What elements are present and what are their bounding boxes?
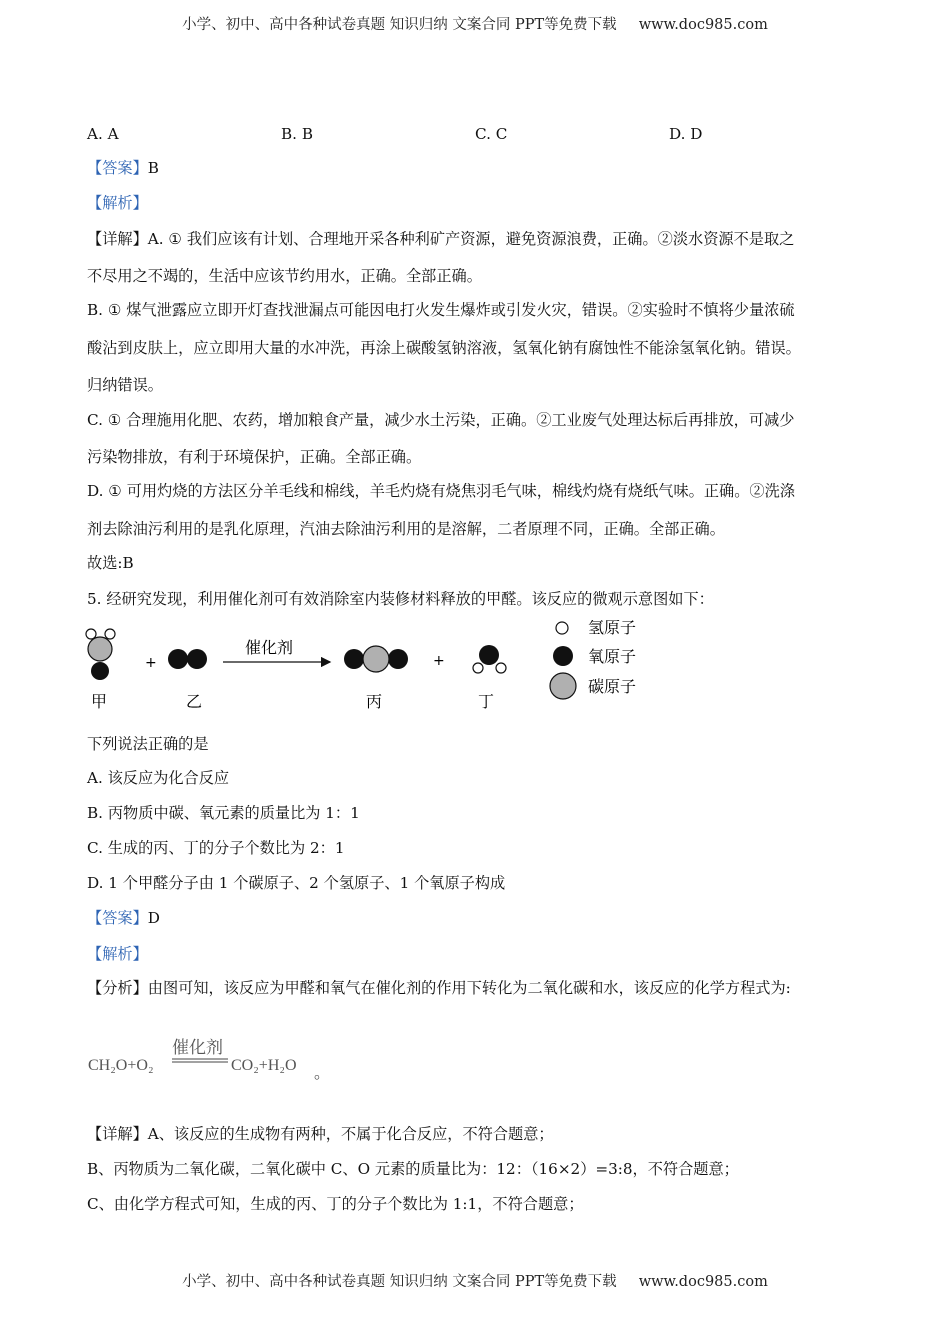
- analysis-text: 由图可知，该反应为甲醛和氧气在催化剂的作用下转化为二氧化碳和水，该反应的化学方程式为:: [147, 979, 791, 997]
- header-site-link[interactable]: www.doc985.com: [638, 17, 768, 33]
- footer-site-link[interactable]: www.doc985.com: [638, 1274, 768, 1290]
- q5-analysis-tag: 【解析】: [87, 945, 148, 963]
- q4-option-c: C. C: [475, 125, 508, 143]
- q5-option-b: B. 丙物质中碳、氧元素的质量比为 1：1: [87, 804, 360, 822]
- q4-detail-line: B. ① 煤气泄露应立即开灯查找泄漏点可能因电打火发生爆炸或引发火灾，错误。②实验时不慎将少量浓硫: [87, 301, 795, 319]
- molecule-ding: [473, 645, 506, 673]
- q5-option-c: C. 生成的丙、丁的分子个数比为 2：1: [87, 839, 345, 857]
- label-bing: 丙: [366, 692, 383, 711]
- answer-value: D: [147, 909, 160, 927]
- hydrogen-atom: [496, 663, 506, 673]
- page-footer: [0, 1270, 950, 1291]
- equation-rhs: CO₂+H₂O: [231, 1057, 297, 1074]
- carbon-atom: [88, 637, 112, 661]
- equation-end: 。: [314, 1063, 331, 1082]
- q5-detail: C、由化学方程式可知，生成的丙、丁的分子个数比为 1:1，不符合题意；: [87, 1195, 584, 1213]
- q4-detail-line: C. ① 合理施用化肥、农药，增加粮食产量，减少水土污染，正确。②工业废气处理达标后再排放，可减少: [87, 411, 795, 429]
- q4-detail-line: 剂去除油污利用的是乳化原理，汽油去除油污利用的是溶解，二者原理不同，正确。全部正确。: [87, 520, 725, 538]
- oxygen-atom: [388, 649, 408, 669]
- label-yi: 乙: [186, 692, 203, 711]
- oxygen-atom: [168, 649, 188, 669]
- molecule-yi: [168, 649, 207, 669]
- legend-oxygen-icon: [553, 646, 573, 666]
- oxygen-atom: [187, 649, 207, 669]
- footer-text: 小学、初中、高中各种试卷真题 知识归纳 文案合同 PPT等免费下载: [182, 1274, 617, 1290]
- header-text: 小学、初中、高中各种试卷真题 知识归纳 文案合同 PPT等免费下载: [182, 17, 617, 33]
- carbon-atom: [363, 646, 389, 672]
- q4-answer: [87, 158, 159, 178]
- q5-stem: 5. 经研究发现，利用催化剂可有效消除室内装修材料释放的甲醛。该反应的微观示意图如下：: [87, 590, 714, 608]
- legend-carbon-icon: [550, 673, 576, 699]
- hydrogen-atom: [473, 663, 483, 673]
- hydrogen-atom: [105, 629, 115, 639]
- legend-oxygen-label: 氧原子: [588, 647, 637, 666]
- reaction-diagram: [80, 620, 680, 720]
- q4-detail-line: 酸沾到皮肤上，应立即用大量的水冲洗，再涂上碳酸氢钠溶液，氢氧化钠有腐蚀性不能涂氢氧化钠。错误。: [87, 339, 801, 357]
- answer-value: B: [147, 159, 159, 177]
- detail-tag: 【详解】: [87, 230, 148, 248]
- oxygen-atom: [344, 649, 364, 669]
- equation-catalyst: 催化剂: [172, 1038, 223, 1058]
- hydrogen-atom: [86, 629, 96, 639]
- q5-prompt: 下列说法正确的是: [87, 735, 209, 753]
- molecule-jia: [86, 629, 115, 680]
- q4-option-a: A. A: [87, 125, 119, 143]
- molecule-bing: [344, 646, 408, 672]
- plus-sign: +: [145, 655, 157, 671]
- answer-tag: 【答案】: [87, 909, 148, 927]
- q4-detail-line: [87, 229, 794, 249]
- q4-detail-line: 归纳错误。: [87, 376, 163, 394]
- q5-answer: [87, 908, 160, 928]
- q4-option-d: D. D: [669, 125, 703, 143]
- page-header: [0, 13, 950, 34]
- q4-option-b: B. B: [281, 125, 313, 143]
- oxygen-atom: [479, 645, 499, 665]
- plus-sign: +: [433, 653, 445, 669]
- q4-conclusion: 故选:B: [87, 554, 134, 572]
- answer-tag: 【答案】: [87, 159, 148, 177]
- analysis-label: 【分析】: [87, 979, 148, 997]
- detail-tag: 【详解】: [87, 1125, 148, 1143]
- equation-lhs: CH₂O+O₂: [88, 1057, 154, 1074]
- oxygen-atom: [91, 662, 109, 680]
- q5-analysis: [87, 978, 791, 998]
- detail-text: A、该反应的生成物有两种，不属于化合反应，不符合题意；: [147, 1125, 554, 1143]
- q4-detail-line: 不尽用之不竭的，生活中应该节约用水，正确。全部正确。: [87, 267, 482, 285]
- q4-detail-line: D. ① 可用灼烧的方法区分羊毛线和棉线，羊毛灼烧有烧焦羽毛气味，棉线灼烧有烧纸气味。正确。②洗涤: [87, 482, 795, 500]
- q4-analysis-tag: 【解析】: [87, 194, 148, 212]
- q5-detail: B、丙物质为二氧化碳，二氧化碳中 C、O 元素的质量比为：12：（16×2）=3:8，不符合题意；: [87, 1160, 739, 1178]
- detail-text: A. ① 我们应该有计划、合理地开采各种利矿产资源，避免资源浪费，正确。②淡水资源不是取之: [147, 230, 795, 248]
- q5-option-d: D. 1 个甲醛分子由 1 个碳原子、2 个氢原子、1 个氧原子构成: [87, 874, 506, 892]
- legend-hydrogen-label: 氢原子: [588, 620, 637, 637]
- chemical-equation: [88, 1032, 348, 1092]
- catalyst-label: 催化剂: [245, 638, 294, 657]
- q5-detail: [87, 1124, 554, 1144]
- legend-hydrogen-icon: [556, 622, 568, 634]
- legend: [550, 620, 636, 699]
- q4-detail-line: 污染物排放，有利于环境保护，正确。全部正确。: [87, 448, 422, 466]
- label-ding: 丁: [478, 692, 495, 711]
- q5-option-a: A. 该反应为化合反应: [87, 769, 230, 787]
- legend-carbon-label: 碳原子: [588, 677, 637, 696]
- label-jia: 甲: [91, 692, 108, 711]
